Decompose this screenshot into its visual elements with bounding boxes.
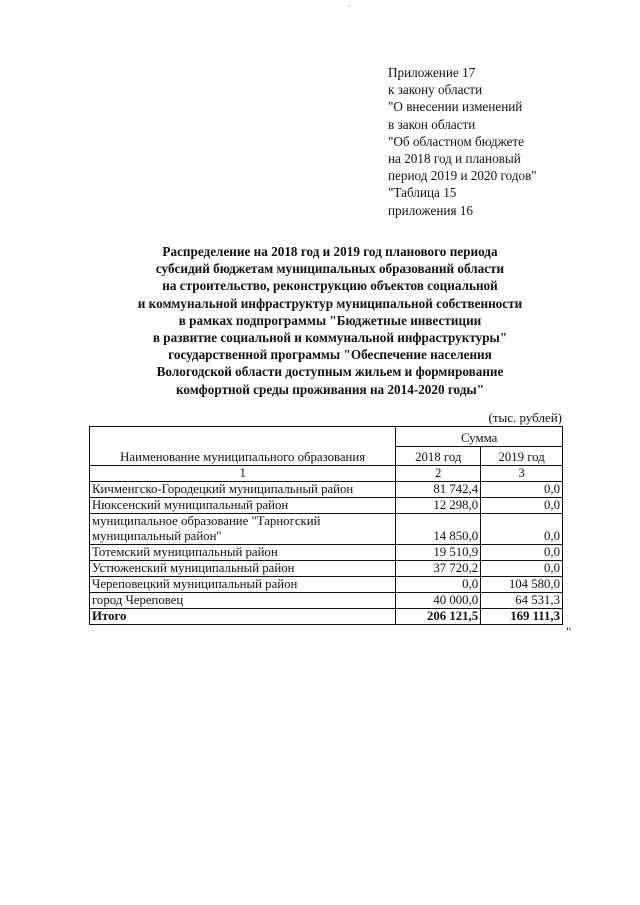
row-value-2019: 0,0	[481, 514, 563, 545]
header-year-2019: 2019 год	[481, 446, 563, 466]
appendix-line: Приложение 17	[388, 65, 476, 80]
row-value-2018: 19 510,9	[396, 545, 481, 561]
table-row	[90, 482, 563, 498]
row-value-2018: 0,0	[396, 577, 481, 593]
row-name: Череповецкий муниципальный район	[90, 577, 396, 593]
table-row	[90, 593, 563, 609]
title-line: комфортной среды проживания на 2014-2020 годы"	[175, 381, 485, 397]
document-title	[70, 243, 590, 398]
total-label: Итого	[90, 609, 396, 625]
table-row	[90, 577, 563, 593]
row-name: город Череповец	[90, 593, 396, 609]
appendix-line: "Об областном бюджете	[388, 133, 524, 149]
table-row	[90, 561, 563, 577]
scan-mark: -	[348, 0, 351, 10]
title-line: и коммунальной инфраструктур муниципальной собственности	[137, 295, 523, 311]
row-value-2019: 0,0	[481, 545, 563, 561]
total-value-2019: 169 111,3	[481, 609, 563, 625]
title-line: государственной программы "Обеспечение населения	[168, 347, 492, 363]
total-row	[90, 609, 563, 625]
row-name	[90, 514, 396, 545]
column-number: 1	[90, 466, 396, 482]
row-name: Тотемский муниципальный район	[90, 545, 396, 561]
column-number-row	[90, 466, 563, 482]
appendix-line: приложения 16	[388, 202, 474, 218]
closing-quote: "	[566, 624, 572, 639]
table-row	[90, 514, 563, 545]
row-name: Нюксенский муниципальный район	[90, 498, 396, 514]
appendix-line: период 2019 и 2020 годов"	[388, 168, 537, 184]
row-value-2019: 0,0	[481, 498, 563, 514]
appendix-line: в закон области	[388, 116, 476, 132]
row-value-2019: 0,0	[481, 561, 563, 577]
table-row	[90, 545, 563, 561]
total-value-2018: 206 121,5	[396, 609, 481, 625]
table-header-row	[90, 427, 563, 447]
title-line: Распределение на 2018 год и 2019 год планового периода	[162, 244, 498, 259]
row-value-2019: 0,0	[481, 482, 563, 498]
header-year-2018: 2018 год	[396, 446, 481, 466]
appendix-line: "Таблица 15	[388, 185, 457, 201]
column-number: 2	[396, 466, 481, 482]
row-name-line: муниципальный район"	[92, 529, 222, 543]
row-value-2018: 81 742,4	[396, 482, 481, 498]
appendix-header	[388, 64, 618, 219]
row-name: Устюженский муниципальный район	[90, 561, 396, 577]
title-line: субсидий бюджетам муниципальных образований области	[155, 261, 505, 277]
header-name: Наименование муниципального образования	[90, 427, 396, 466]
row-value-2018: 40 000,0	[396, 593, 481, 609]
row-value-2018: 14 850,0	[396, 514, 481, 545]
units-label: (тыс. рублей)	[488, 410, 562, 425]
row-value-2018: 37 720,2	[396, 561, 481, 577]
row-name: Кичменгско-Городецкий муниципальный район	[90, 482, 396, 498]
title-line: Вологодской области доступным жильем и формирование	[156, 364, 504, 380]
title-line: в развитие социальной и коммунальной инфраструктуры"	[152, 330, 508, 346]
appendix-line: на 2018 год и плановый	[388, 151, 521, 167]
column-number: 3	[481, 466, 563, 482]
title-line: в рамках подпрограммы "Бюджетные инвестиции	[178, 312, 482, 328]
appendix-line: "О внесении изменений	[388, 99, 523, 115]
subsidy-table	[89, 426, 563, 625]
title-line: на строительство, реконструкцию объектов социальной	[162, 278, 498, 294]
table-row	[90, 498, 563, 514]
row-value-2018: 12 298,0	[396, 498, 481, 514]
row-name-line: муниципальное образование "Тарногский	[92, 514, 321, 528]
header-sum: Сумма	[396, 427, 563, 447]
row-value-2019: 104 580,0	[481, 577, 563, 593]
appendix-line: к закону области	[388, 82, 483, 98]
row-value-2019: 64 531,3	[481, 593, 563, 609]
